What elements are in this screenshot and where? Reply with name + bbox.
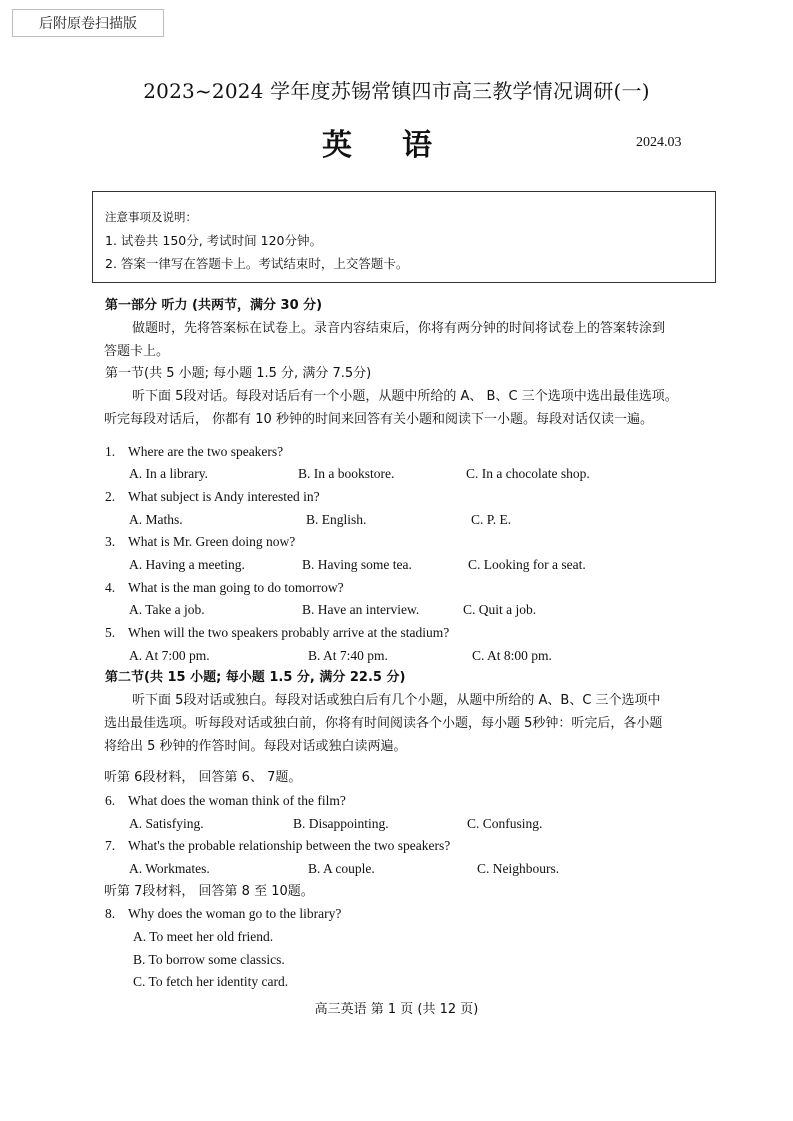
option-b[interactable]: B. Disappointing. (293, 816, 389, 831)
option-a[interactable]: A. Having a meeting. (129, 557, 245, 572)
option-a[interactable]: A. In a library. (129, 466, 208, 481)
question-number: 5. (105, 625, 116, 640)
section2-instruction-line: 将给出 5 秒钟的作答时间。每段对话或独白读两遍。 (104, 739, 407, 754)
question-text: When will the two speakers probably arrive at the stadium? (128, 625, 450, 640)
question-text: What's the probable relationship between the two speakers? (128, 838, 451, 853)
option-c[interactable]: C. Looking for a seat. (468, 557, 586, 572)
material-7-heading: 听第 7段材料， 回答第 8 至 10题。 (104, 884, 314, 899)
option-a[interactable]: A. Maths. (129, 512, 183, 527)
part1-instruction-line: 答题卡上。 (104, 344, 170, 359)
notice-box (92, 191, 716, 283)
option-c[interactable]: C. Neighbours. (477, 861, 560, 876)
part1-heading: 第一部分 听力 (共两节，满分 30 分) (105, 298, 323, 313)
question-text: Why does the woman go to the library? (128, 906, 342, 921)
question-text: What does the woman think of the film? (128, 793, 346, 808)
section2-instruction-line: 选出最佳选项。听每段对话或独白前，你将有时间阅读各个小题，每小题 5秒钟：听完后，各小题 (104, 716, 663, 731)
option-c[interactable]: C. P. E. (471, 512, 512, 527)
question-text: What is the man going to do tomorrow? (128, 580, 344, 595)
question-number: 3. (105, 534, 116, 549)
question-text: Where are the two speakers? (128, 444, 284, 459)
option-c[interactable]: C. To fetch her identity card. (133, 974, 289, 989)
exam-title: 2023~2024 学年度苏锡常镇四市高三教学情况调研(一) (143, 79, 650, 103)
question-text: What subject is Andy interested in? (128, 489, 320, 504)
option-a[interactable]: A. Satisfying. (129, 816, 204, 831)
section1-instruction-line: 听下面 5段对话。每段对话后有一个小题，从题中所给的 A、 B、C 三个选项中选出最佳选项。 (132, 389, 678, 404)
question-number: 8. (105, 906, 116, 921)
scan-version-tag: 后附原卷扫描版 (12, 9, 164, 37)
option-b[interactable]: B. At 7:40 pm. (308, 648, 388, 663)
option-b[interactable]: B. English. (306, 512, 367, 527)
question-number: 6. (105, 793, 116, 808)
part1-instruction-line: 做题时，先将答案标在试卷上。录音内容结束后，你将有两分钟的时间将试卷上的答案转涂到 (132, 321, 666, 336)
question-text: What is Mr. Green doing now? (128, 534, 296, 549)
option-b[interactable]: B. In a bookstore. (298, 466, 395, 481)
option-a[interactable]: A. At 7:00 pm. (129, 648, 210, 663)
notice-item: 1. 试卷共 150分, 考试时间 120分钟。 (105, 233, 323, 248)
section1-heading: 第一节(共 5 小题; 每小题 1.5 分, 满分 7.5分) (105, 366, 372, 381)
page-footer: 高三英语 第 1 页 (共 12 页) (314, 1002, 479, 1017)
section1-instruction-line: 听完每段对话后， 你都有 10 秒钟的时间来回答有关小题和阅读下一小题。每段对话仅读一遍。 (104, 412, 653, 427)
option-a[interactable]: A. To meet her old friend. (133, 929, 274, 944)
option-c[interactable]: C. Quit a job. (463, 602, 537, 617)
section2-instruction-line: 听下面 5段对话或独白。每段对话或独白后有几个小题，从题中所给的 A、B、C 三个选项中 (132, 693, 661, 708)
question-number: 7. (105, 838, 116, 853)
notice-item: 2. 答案一律写在答题卡上。考试结束时，上交答题卡。 (105, 256, 409, 271)
option-a[interactable]: A. Take a job. (129, 602, 205, 617)
option-b[interactable]: B. Have an interview. (302, 602, 420, 617)
section2-heading: 第二节(共 15 小题; 每小题 1.5 分, 满分 22.5 分) (105, 670, 406, 685)
option-b[interactable]: B. A couple. (308, 861, 375, 876)
notice-heading: 注意事项及说明： (105, 210, 197, 224)
option-b[interactable]: B. Having some tea. (302, 557, 412, 572)
option-b[interactable]: B. To borrow some classics. (133, 952, 285, 967)
subject-title: 英语 (322, 128, 482, 163)
question-number: 2. (105, 489, 116, 504)
exam-date: 2024.03 (636, 135, 682, 150)
option-c[interactable]: C. In a chocolate shop. (466, 466, 590, 481)
option-c[interactable]: C. At 8:00 pm. (472, 648, 552, 663)
material-6-heading: 听第 6段材料， 回答第 6、 7题。 (104, 770, 302, 785)
question-number: 1. (105, 444, 116, 459)
option-c[interactable]: C. Confusing. (467, 816, 543, 831)
question-number: 4. (105, 580, 116, 595)
option-a[interactable]: A. Workmates. (129, 861, 210, 876)
